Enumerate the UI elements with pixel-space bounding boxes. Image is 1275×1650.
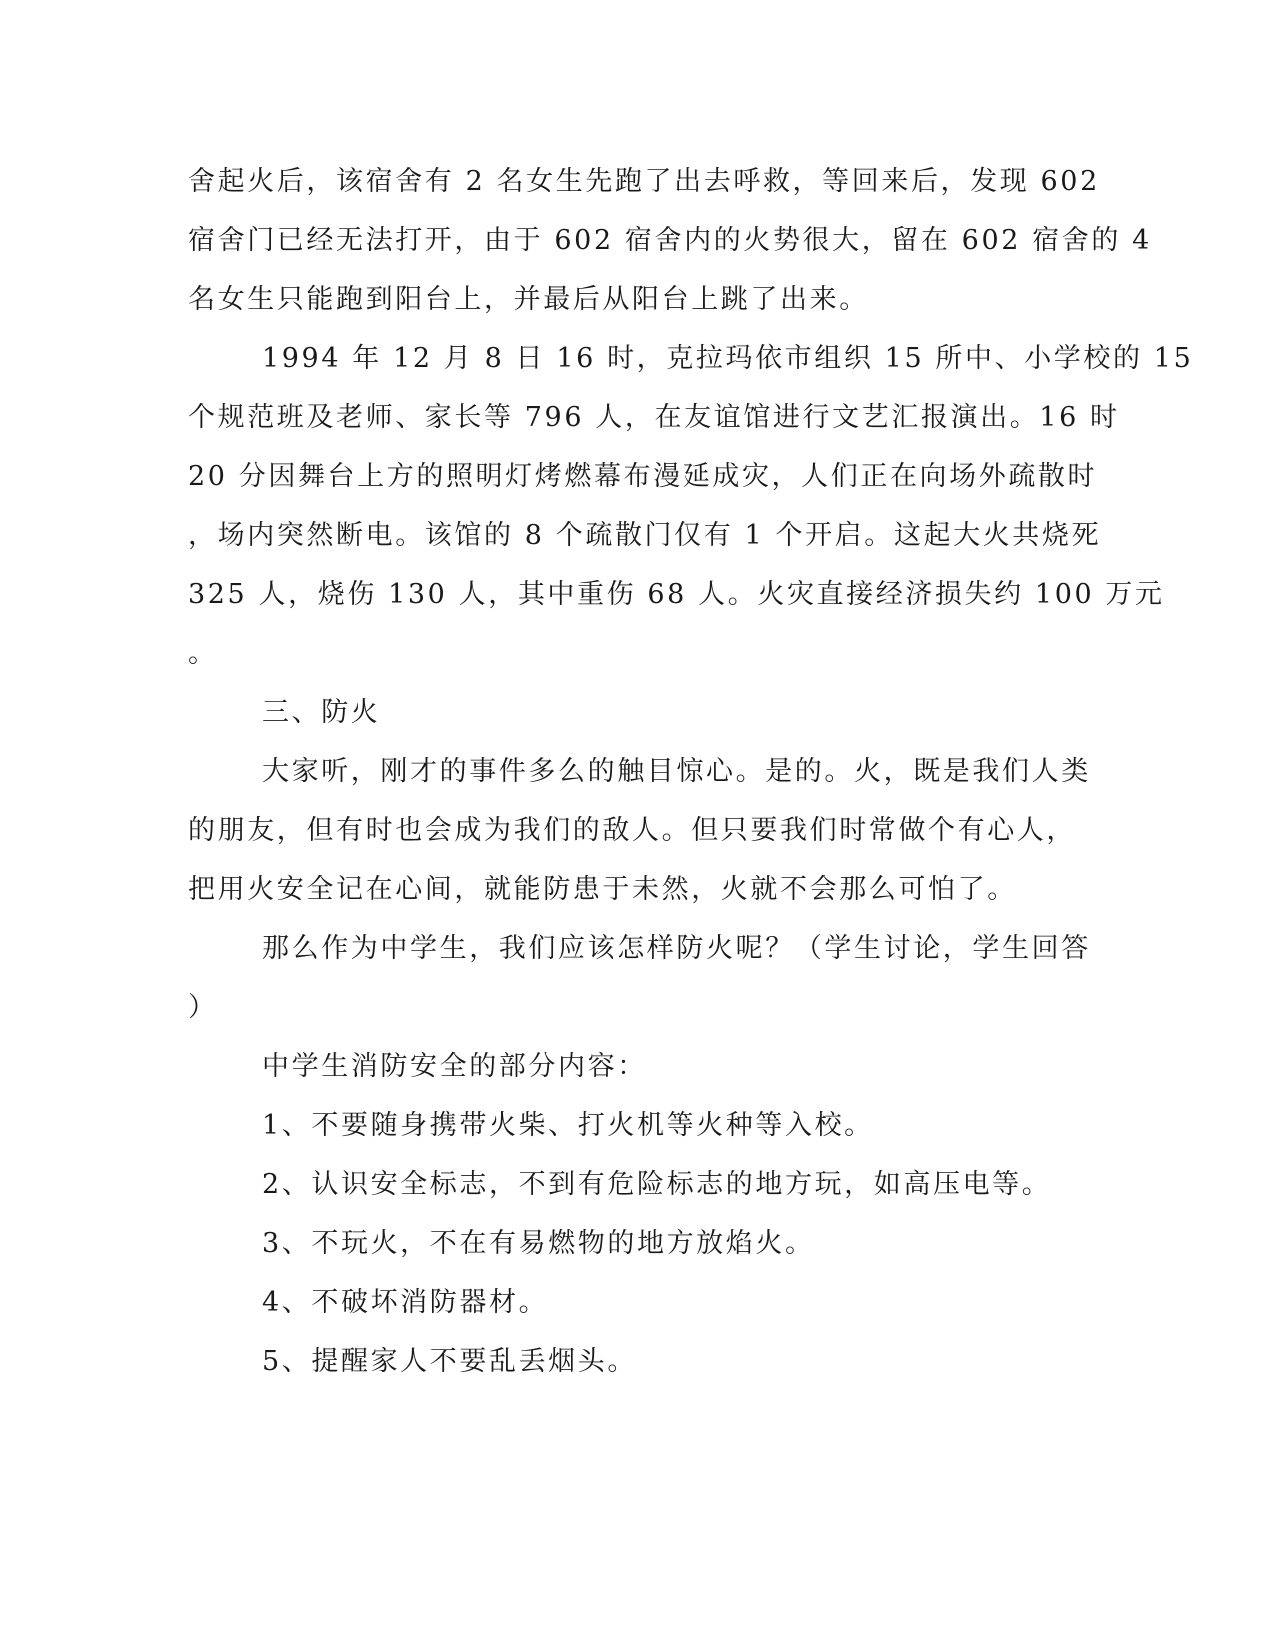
paragraph-first-line: 1994 年 12 月 8 日 16 时，克拉玛依市组织 15 所中、小学校的 15 [262,343,1194,374]
list-item: 3、不玩火，不在有易燃物的地方放焰火。 [262,1228,815,1259]
text-line: 的朋友，但有时也会成为我们的敌人。但只要我们时常做个有心人， [188,815,1076,846]
text-line: 舍起火后，该宿舍有 2 名女生先跑了出去呼救，等回来后，发现 602 [188,166,1100,197]
text-line: 名女生只能跑到阳台上，并最后从阳台上跳了出来。 [188,284,869,315]
list-item: 4、不破坏消防器材。 [262,1287,549,1318]
list-item: 5、提醒家人不要乱丢烟头。 [262,1346,637,1377]
list-heading: 中学生消防安全的部分内容： [262,1051,647,1082]
text-line: 宿舍门已经无法打开，由于 602 宿舍内的火势很大，留在 602 宿舍的 4 [188,225,1152,256]
text-line: 。 [188,638,218,669]
paragraph-first-line: 大家听，刚才的事件多么的触目惊心。是的。火，既是我们人类 [262,756,1091,787]
text-line: ，场内突然断电。该馆的 8 个疏散门仅有 1 个开启。这起大火共烧死 [188,520,1102,551]
list-item: 1、不要随身携带火柴、打火机等火种等入校。 [262,1110,874,1141]
text-line: 20 分因舞台上方的照明灯烤燃幕布漫延成灾，人们正在向场外疏散时 [188,461,1098,492]
text-line: 325 人，烧伤 130 人，其中重伤 68 人。火灾直接经济损失约 100 万元 [188,579,1165,610]
list-item: 2、认识安全标志，不到有危险标志的地方玩，如高压电等。 [262,1169,1052,1200]
text-line: 把用火安全记在心间，就能防患于未然，火就不会那么可怕了。 [188,874,1017,905]
text-line: 个规范班及老师、家长等 796 人，在友谊馆进行文艺汇报演出。16 时 [188,402,1120,433]
section-heading: 三、防火 [262,697,381,728]
text-line: ） [188,992,218,1023]
paragraph-first-line: 那么作为中学生，我们应该怎样防火呢？（学生讨论，学生回答 [262,933,1091,964]
